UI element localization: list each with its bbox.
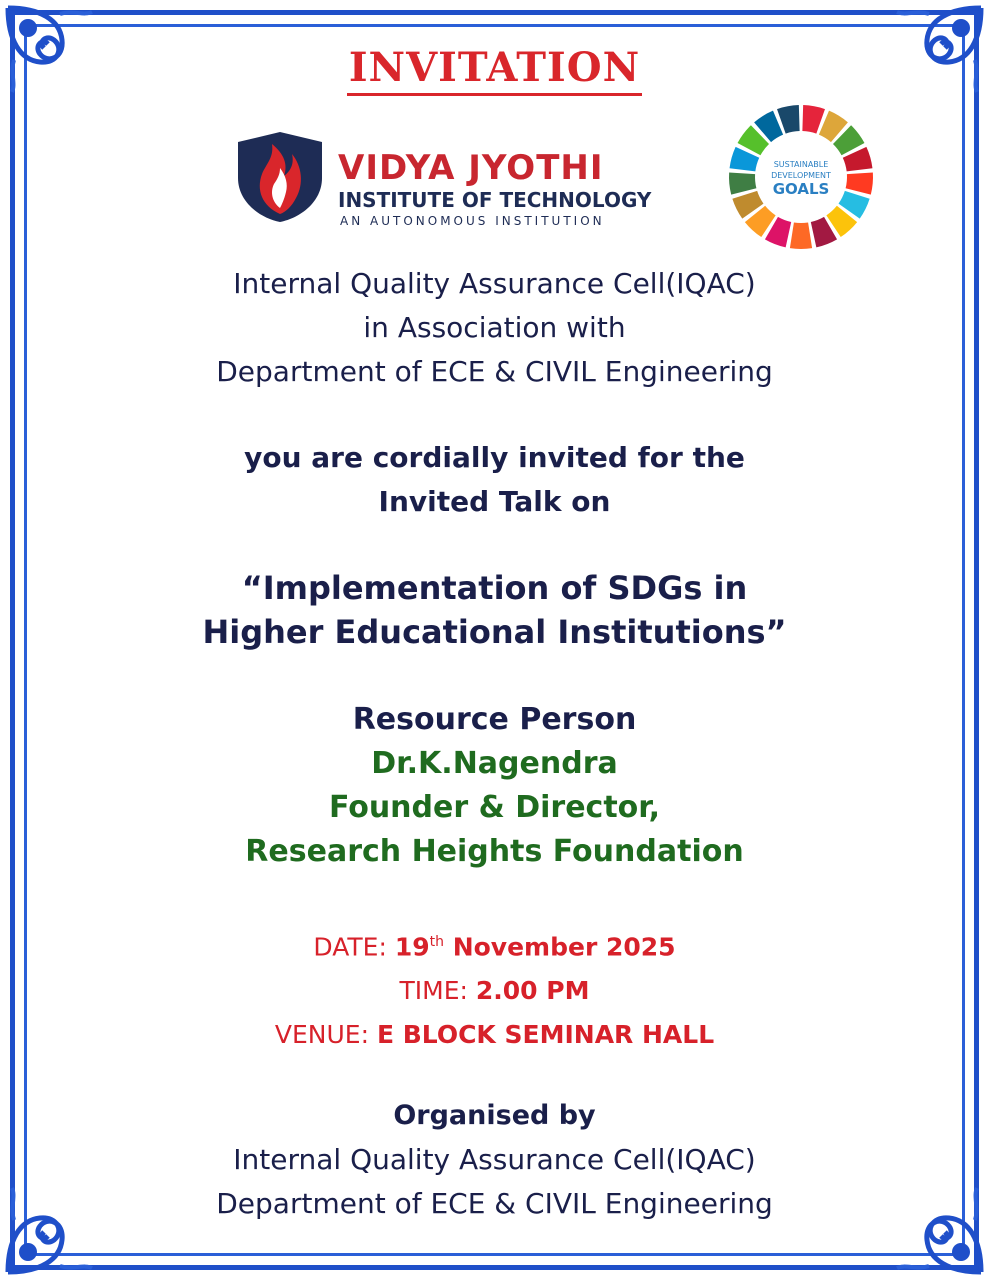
sdg-line2: DEVELOPMENT [771,171,831,180]
institute-subtitle: INSTITUTE OF TECHNOLOGY [338,188,652,212]
event-details [40,920,949,1057]
invitation-line: you are cordially invited for the [244,441,745,474]
resource-person-organization: Research Heights Foundation [245,834,744,869]
resource-person-label [40,698,949,742]
invitation-text-block [40,436,949,524]
resource-person-name: Dr.K.Nagendra [371,746,618,781]
footer-line: Department of ECE & CIVIL Engineering [216,1187,773,1220]
organizer-line: Department of ECE & CIVIL Engineering [216,355,773,388]
event-time [40,969,949,1013]
sdg-line3: GOALS [772,180,830,198]
resource-person-heading: Resource Person [352,702,637,737]
date-suffix: th [429,934,444,950]
flame-shield-icon [234,128,326,224]
talk-topic [40,566,949,654]
venue-label: VENUE: [274,1020,377,1050]
time-label: TIME: [399,976,476,1006]
organised-by-label [40,1094,949,1138]
invitation-title: INVITATION [347,44,642,96]
institute-logo [234,128,694,228]
institute-tagline: AN AUTONOMOUS INSTITUTION [340,214,605,228]
invitation-line: Invited Talk on [378,485,611,518]
sdg-wheel-logo [722,102,880,252]
date-rest: November 2025 [444,932,676,962]
institute-name: VIDYA JYOTHI [338,148,604,188]
event-venue [40,1013,949,1057]
footer-line: Internal Quality Assurance Cell(IQAC) [233,1143,756,1176]
topic-line: “Implementation of SDGs in [241,569,748,607]
topic-line: Higher Educational Institutions” [202,613,787,651]
footer-organizers [40,1138,949,1226]
resource-person-designation: Founder & Director, [328,790,661,825]
sdg-wheel-segment [729,173,756,195]
venue-value: E BLOCK SEMINAR HALL [376,1020,715,1050]
organizer-line: Internal Quality Assurance Cell(IQAC) [233,267,756,300]
date-label: DATE: [313,932,395,962]
time-value: 2.00 PM [475,976,590,1006]
sdg-line1: SUSTAINABLE [773,160,829,169]
organizers-block [40,262,949,394]
sdg-wheel-segment [790,222,812,249]
date-day: 19 [394,932,430,962]
sdg-wheel-segment [846,173,873,195]
organizer-line: in Association with [363,311,626,344]
invitation-heading [0,44,989,91]
event-date [40,920,949,969]
resource-person-block [40,742,949,874]
organised-by-heading: Organised by [393,1100,596,1131]
